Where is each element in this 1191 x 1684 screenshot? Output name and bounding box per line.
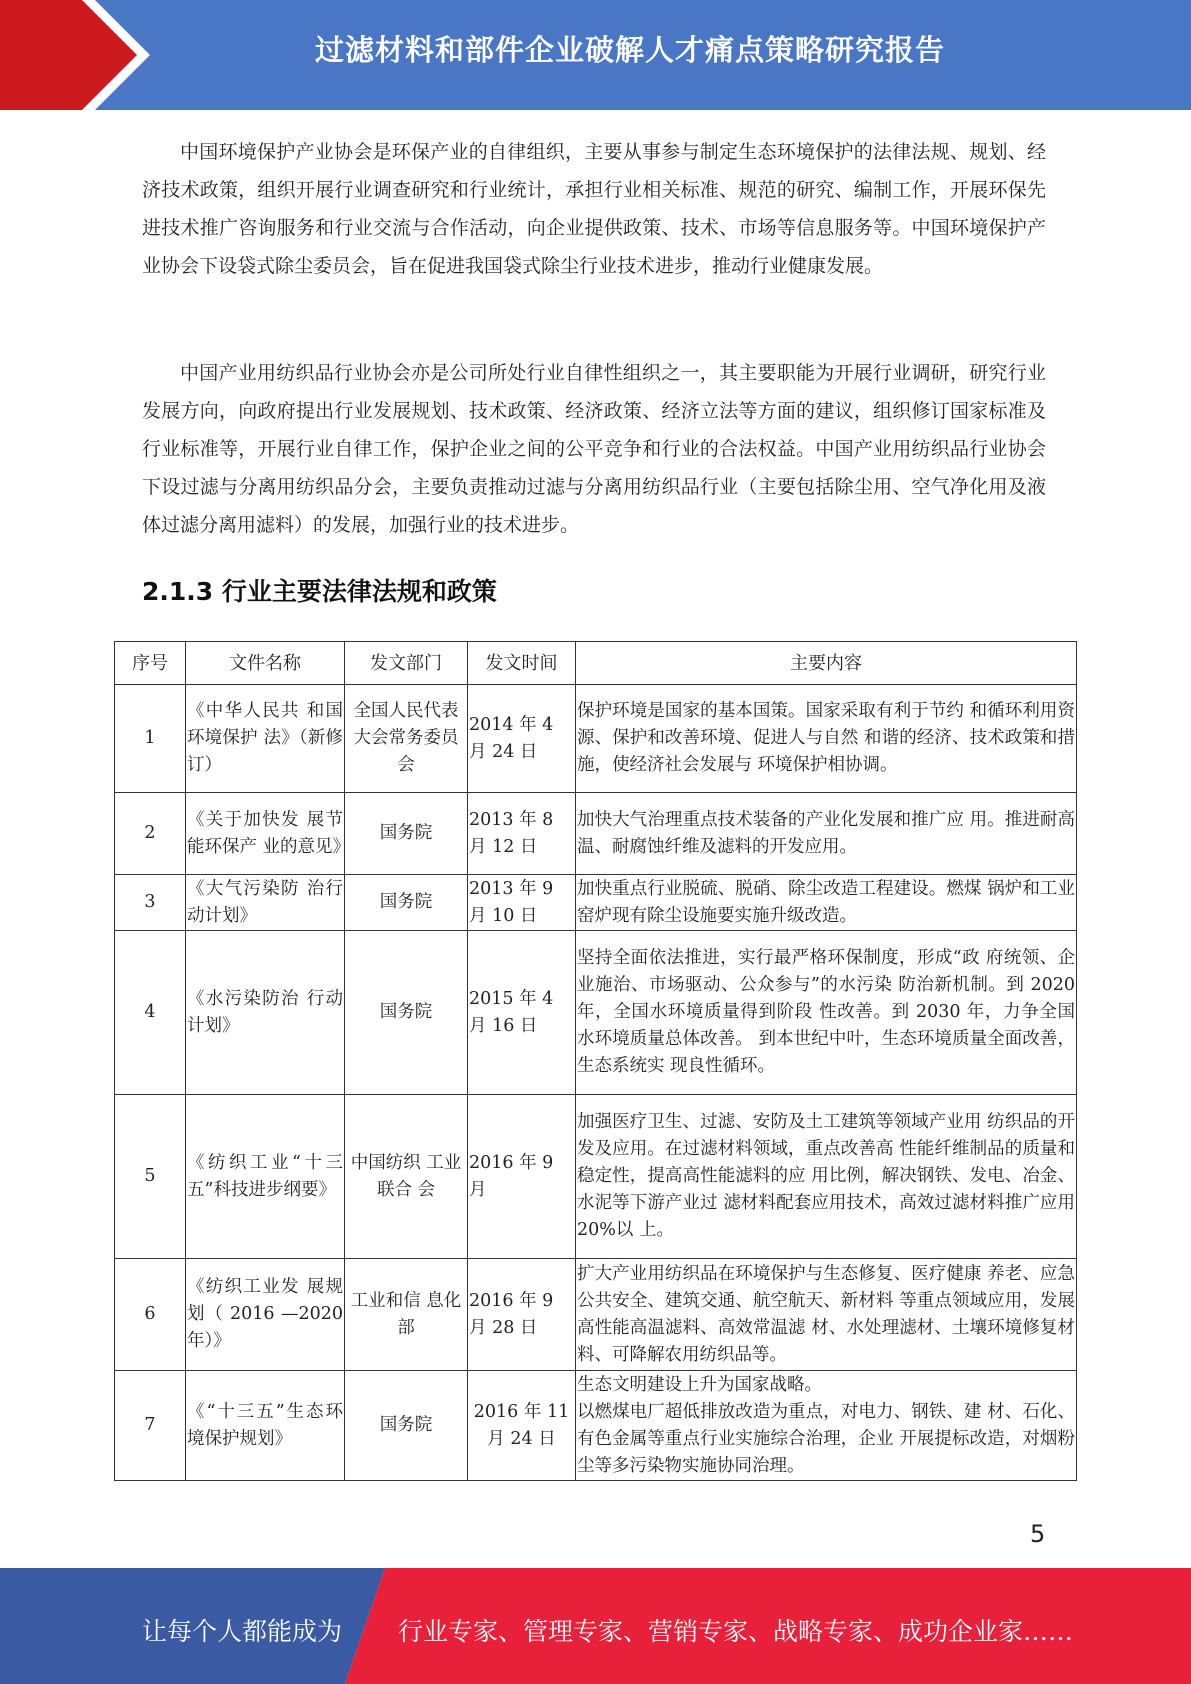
table-row (115, 875, 1077, 931)
cell-content: 加快大气治理重点技术装备的产业化发展和推广应 用。推进耐高温、耐腐蚀纤维及滤料的开发应用。 (576, 793, 1077, 875)
cell-date: 2013 年 9 月 10 日 (468, 875, 576, 931)
cell-content: 加强医疗卫生、过滤、安防及土工建筑等领域产业用 纺织品的开发及应用。在过滤材料领域，重点改善高 性能纤维制品的质量和稳定性，提高高性能滤料的应 用比例，解决钢铁、发电、冶金、水泥等下游产业过 滤材料配套应用技术，高效过滤材料推广应用 20%以 上。 (576, 1095, 1077, 1259)
cell-date: 2016 年 9 月 28 日 (468, 1259, 576, 1371)
cell-dept: 工业和信 息化部 (345, 1259, 468, 1371)
cell-no: 7 (115, 1371, 186, 1481)
table-row (115, 793, 1077, 875)
table-header-row (115, 642, 1077, 685)
cell-content: 加快重点行业脱硫、脱硝、除尘改造工程建设。燃煤 锅炉和工业窑炉现有除尘设施要实施升级改造。 (576, 875, 1077, 931)
table-row (115, 1095, 1077, 1259)
header-name: 文件名称 (186, 642, 345, 685)
cell-content: 保护环境是国家的基本国策。国家采取有利于节约 和循环利用资源、保护和改善环境、促进人与自然 和谐的经济、技术政策和措施，使经济社会发展与 环境保护相协调。 (576, 685, 1077, 793)
table-row (115, 685, 1077, 793)
policy-table (114, 641, 1077, 1481)
cell-name: 《纺织工业“十三五”科技进步纲要》 (186, 1095, 345, 1259)
section-title: 2.1.3 行业主要法律法规和政策 (142, 577, 497, 606)
cell-dept: 全国人民代表大会常务委员会 (345, 685, 468, 793)
header-no: 序号 (115, 642, 186, 685)
cell-content: 生态文明建设上升为国家战略。 以燃煤电厂超低排放改造为重点，对电力、钢铁、建 材、石化、有色金属等重点行业实施综合治理，企业 开展提标改造，对烟粉尘等多污染物实施协同治理。 (576, 1371, 1077, 1481)
cell-no: 2 (115, 793, 186, 875)
header-dept: 发文部门 (345, 642, 468, 685)
cell-date: 2013 年 8 月 12 日 (468, 793, 576, 875)
table-row (115, 1371, 1077, 1481)
cell-date: 2016 年 11 月 24 日 (468, 1371, 576, 1481)
cell-name: 《“十三五”生态环境保护规划》 (186, 1371, 345, 1481)
page-number: 5 (1030, 1520, 1046, 1548)
cell-name: 《大气污染防 治行动计划》 (186, 875, 345, 931)
header-red-chevron (0, 0, 150, 110)
cell-dept: 中国纺织 工业联合 会 (345, 1095, 468, 1259)
cell-dept: 国务院 (345, 931, 468, 1095)
paragraph-textile-association: 中国产业用纺织品行业协会亦是公司所处行业自律性组织之一，其主要职能为开展行业调研，研究行业发展方向，向政府提出行业发展规划、技术政策、经济政策、经济立法等方面的建议，组织修订国家标准及行业标准等，开展行业自律工作，保护企业之间的公平竞争和行业的合法权益。中国产业用纺织品行业协会下设过滤与分离用纺织品分会，主要负责推动过滤与分离用纺织品行业（主要包括除尘用、空气净化用及液体过滤分离用滤料）的发展，加强行业的技术进步。 (142, 362, 1046, 536)
cell-dept: 国务院 (345, 793, 468, 875)
header-content: 主要内容 (576, 642, 1077, 685)
footer-slogan-left: 让每个人都能成为 (142, 1617, 343, 1646)
cell-date: 2015 年 4 月 16 日 (468, 931, 576, 1095)
report-title: 过滤材料和部件企业破解人才痛点策略研究报告 (314, 33, 945, 67)
cell-dept: 国务院 (345, 875, 468, 931)
cell-no: 1 (115, 685, 186, 793)
cell-content: 扩大产业用纺织品在环境保护与生态修复、医疗健康 养老、应急公共安全、建筑交通、航空航天、新材料 等重点领域应用，发展高性能高温滤料、高效常温滤 材、水处理滤材、土壤环境修复材料、可降解农用纺织品等。 (576, 1259, 1077, 1371)
cell-name: 《关于加快发 展节能环保产 业的意见》 (186, 793, 345, 875)
paragraph-environmental-association: 中国环境保护产业协会是环保产业的自律组织，主要从事参与制定生态环境保护的法律法规、规划、经济技术政策，组织开展行业调查研究和行业统计，承担行业相关标准、规范的研究、编制工作，开展环保先进技术推广咨询服务和行业交流与合作活动，向企业提供政策、技术、市场等信息服务等。中国环境保护产业协会下设袋式除尘委员会，旨在促进我国袋式除尘行业技术进步，推动行业健康发展。 (142, 141, 1046, 277)
cell-dept: 国务院 (345, 1371, 468, 1481)
cell-content: 坚持全面依法推进，实行最严格环保制度，形成“政 府统领、企业施治、市场驱动、公众参与”的水污染 防治新机制。到 2020 年，全国水环境质量得到阶段 性改善。到 2030 年，力争全国水环境质量总体改善。 到本世纪中叶，生态环境质量全面改善，生态系统实 现良性循环。 (576, 931, 1077, 1095)
header-banner (0, 0, 1191, 110)
cell-date: 2014 年 4 月 24 日 (468, 685, 576, 793)
cell-name: 《纺织工业发 展规划（ 2016 —2020 年）》 (186, 1259, 345, 1371)
cell-no: 3 (115, 875, 186, 931)
cell-no: 5 (115, 1095, 186, 1259)
footer-slogan-right: 行业专家、管理专家、营销专家、战略专家、成功企业家…… (398, 1617, 1074, 1646)
table-row (115, 1259, 1077, 1371)
cell-no: 4 (115, 931, 186, 1095)
header-date: 发文时间 (468, 642, 576, 685)
cell-no: 6 (115, 1259, 186, 1371)
table-row (115, 931, 1077, 1095)
cell-name: 《中华人民共 和国环境保护 法》（新修订） (186, 685, 345, 793)
cell-date: 2016 年 9 月 (468, 1095, 576, 1259)
cell-name: 《水污染防治 行动计划》 (186, 931, 345, 1095)
